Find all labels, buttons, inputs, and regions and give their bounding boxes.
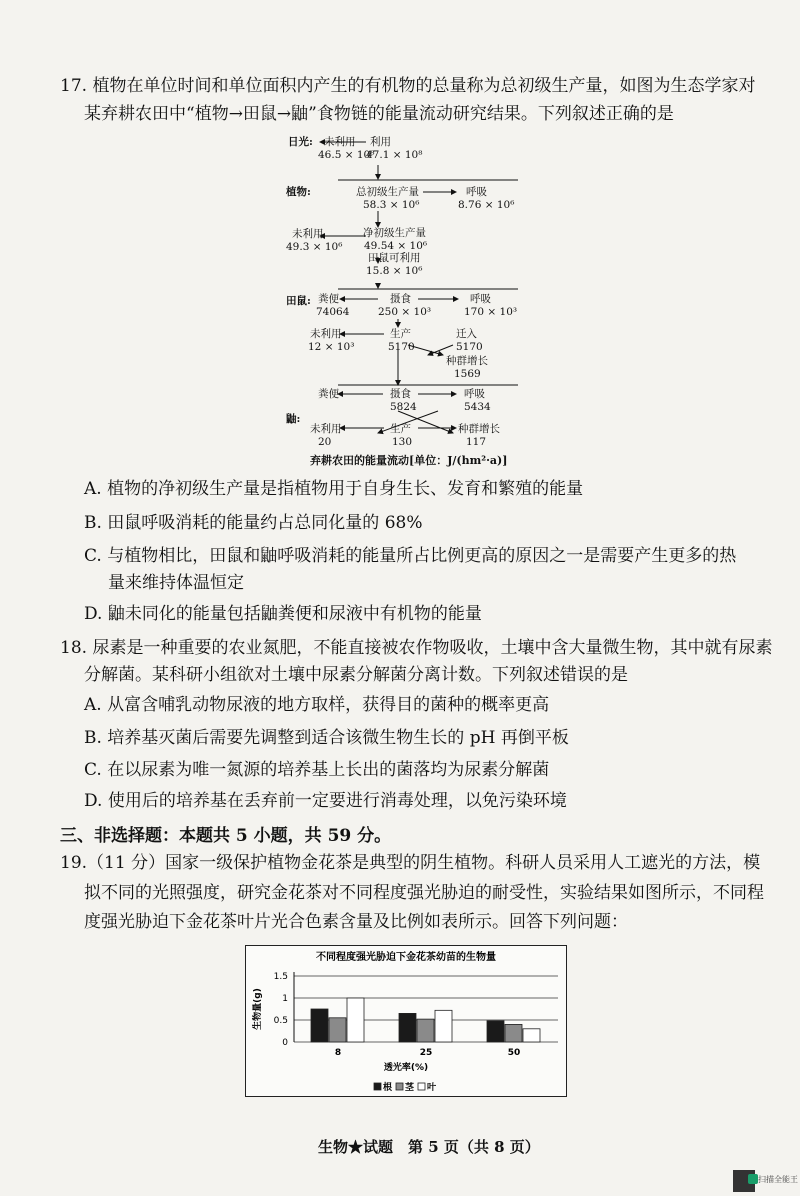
weasel-resp-value: 5434 xyxy=(464,401,491,413)
weasel-prod: 生产 xyxy=(390,423,411,435)
diagram-caption: 弃耕农田的能量流动[单位：J/(hm²·a)] xyxy=(310,454,508,467)
weasel-growth-value: 117 xyxy=(466,436,487,448)
q18-option-b: B. 培养基灭菌后需要先调整到适合该微生物生长的 pH 再倒平板 xyxy=(84,728,569,748)
y-axis-label: 生物量(g) xyxy=(253,988,263,1030)
biomass-chart-svg xyxy=(246,946,566,1096)
vole-usable-value: 15.8 × 10⁶ xyxy=(366,265,423,277)
q18-stem-line1: 18. 尿素是一种重要的农业氮肥，不能直接被农作物吸收，土壤中含大量微生物，其中就有尿素 xyxy=(60,638,773,658)
q19-stem-line1: 19.（11 分）国家一级保护植物金花茶是典型的阴生植物。科研人员采用人工遮光的方法，模 xyxy=(60,853,761,873)
legend-swatch-根 xyxy=(374,1083,381,1090)
legend-label: 叶 xyxy=(427,1083,437,1093)
q18-option-c: C. 在以尿素为唯一氮源的培养基上长出的菌落均为尿素分解菌 xyxy=(84,760,550,780)
watermark-text: 扫描全能王 xyxy=(758,1175,798,1184)
weasel-unused: 未利用 xyxy=(310,423,342,435)
vole-prod: 生产 xyxy=(390,328,411,340)
plant-resp-value: 8.76 × 10⁶ xyxy=(458,199,515,211)
bar-茎 xyxy=(329,1018,346,1042)
vole-intake-value: 250 × 10³ xyxy=(378,306,432,318)
sun-unused: 未利用 xyxy=(324,136,356,148)
vole-feces-value: 74064 xyxy=(316,306,350,318)
vole-feces: 粪便 xyxy=(318,293,339,305)
weasel-resp: 呼吸 xyxy=(464,388,485,400)
vole-growth-value: 1569 xyxy=(454,368,481,380)
q18-option-d: D. 使用后的培养基在丢弃前一定要进行消毒处理，以免污染环境 xyxy=(84,791,567,811)
sun-used: 利用 xyxy=(370,136,391,148)
weasel-label: 鼬: xyxy=(286,413,301,425)
section-3-heading: 三、非选择题：本题共 5 小题，共 59 分。 xyxy=(60,826,392,846)
q19-stem-line2: 拟不同的光照强度，研究金花茶对不同程度强光胁迫的耐受性，实验结果如图所示，不同程 xyxy=(84,883,764,903)
sun-used-value: 47.1 × 10⁸ xyxy=(366,149,423,161)
gpp-value: 58.3 × 10⁶ xyxy=(363,199,420,211)
q17-option-c-line2: 量来维持体温恒定 xyxy=(108,573,244,593)
vole-unused-value: 12 × 10³ xyxy=(308,341,355,353)
weasel-unused-value: 20 xyxy=(318,436,332,448)
vole-usable: 田鼠可利用 xyxy=(368,252,421,264)
npp-value: 49.54 × 10⁶ xyxy=(364,240,428,252)
chart-title: 不同程度强光胁迫下金花茶幼苗的生物量 xyxy=(316,952,496,963)
weasel-prod-value: 130 xyxy=(392,436,413,448)
bar-叶 xyxy=(347,998,364,1042)
bar-叶 xyxy=(435,1010,452,1042)
weasel-intake: 摄食 xyxy=(390,388,411,400)
biomass-chart xyxy=(245,945,567,1097)
legend-swatch-叶 xyxy=(418,1083,425,1090)
vole-resp-value: 170 × 10³ xyxy=(464,306,518,318)
x-tick-label: 8 xyxy=(334,1048,342,1058)
q17-stem-line1: 17. 植物在单位时间和单位面积内产生的有机物的总量称为总初级生产量，如图为生态学家对 xyxy=(60,76,756,96)
vole-migrate-value: 5170 xyxy=(456,341,483,353)
y-tick-label: 1 xyxy=(282,994,288,1004)
y-tick-label: 1.5 xyxy=(273,972,288,982)
q18-stem-line2: 分解菌。某科研小组欲对土壤中尿素分解菌分离计数。下列叙述错误的是 xyxy=(84,665,628,685)
npp-label: 净初级生产量 xyxy=(363,227,426,239)
q17-stem-line2: 某弃耕农田中“植物→田鼠→鼬”食物链的能量流动研究结果。下列叙述正确的是 xyxy=(84,104,674,124)
weasel-feces: 粪便 xyxy=(318,388,339,400)
sun-label: 日光: xyxy=(288,136,313,148)
bar-叶 xyxy=(523,1029,540,1042)
gpp-label: 总初级生产量 xyxy=(356,186,419,198)
vole-growth: 种群增长 xyxy=(446,355,488,367)
bar-根 xyxy=(487,1021,504,1042)
energy-flow-diagram xyxy=(278,133,538,473)
legend-label: 茎 xyxy=(405,1083,415,1093)
legend-label: 根 xyxy=(383,1083,393,1093)
x-tick-label: 25 xyxy=(419,1048,433,1058)
bar-根 xyxy=(399,1013,416,1042)
vole-intake: 摄食 xyxy=(390,293,411,305)
bar-茎 xyxy=(417,1019,434,1042)
x-tick-label: 50 xyxy=(507,1048,521,1058)
weasel-growth: 种群增长 xyxy=(458,423,500,435)
plant-unused-value: 49.3 × 10⁶ xyxy=(286,241,343,253)
y-tick-label: 0 xyxy=(282,1038,288,1048)
q17-option-c-line1: C. 与植物相比，田鼠和鼬呼吸消耗的能量所占比例更高的原因之一是需要产生更多的热 xyxy=(84,546,737,566)
bar-茎 xyxy=(505,1024,522,1042)
y-tick-label: 0.5 xyxy=(273,1016,288,1026)
q17-option-a: A. 植物的净初级生产量是指植物用于自身生长、发育和繁殖的能量 xyxy=(84,479,584,499)
page-footer: 生物★试题 第 5 页（共 8 页） xyxy=(318,1138,540,1156)
q17-option-b: B. 田鼠呼吸消耗的能量约占总同化量的 68% xyxy=(84,513,423,533)
vole-migrate: 迁入 xyxy=(456,328,477,340)
weasel-intake-value: 5824 xyxy=(390,401,417,413)
plant-resp: 呼吸 xyxy=(466,186,487,198)
sun-unused-value: 46.5 × 10⁸ xyxy=(318,149,375,161)
q18-option-a: A. 从富含哺乳动物尿液的地方取样，获得目的菌种的概率更高 xyxy=(84,695,550,715)
x-axis-label: 透光率(%) xyxy=(383,1063,429,1073)
bar-根 xyxy=(311,1009,328,1042)
vole-prod-value: 5170 xyxy=(388,341,415,353)
q19-stem-line3: 度强光胁迫下金花茶叶片光合色素含量及比例如表所示。回答下列问题： xyxy=(84,912,628,932)
plant-unused: 未利用 xyxy=(292,228,324,240)
plant-label: 植物: xyxy=(286,186,311,198)
vole-resp: 呼吸 xyxy=(470,293,491,305)
vole-label: 田鼠: xyxy=(286,295,311,307)
vole-unused: 未利用 xyxy=(310,328,342,340)
legend-swatch-茎 xyxy=(396,1083,403,1090)
q17-option-d: D. 鼬未同化的能量包括鼬粪便和尿液中有机物的能量 xyxy=(84,604,482,624)
scanner-logo-icon xyxy=(748,1174,758,1184)
